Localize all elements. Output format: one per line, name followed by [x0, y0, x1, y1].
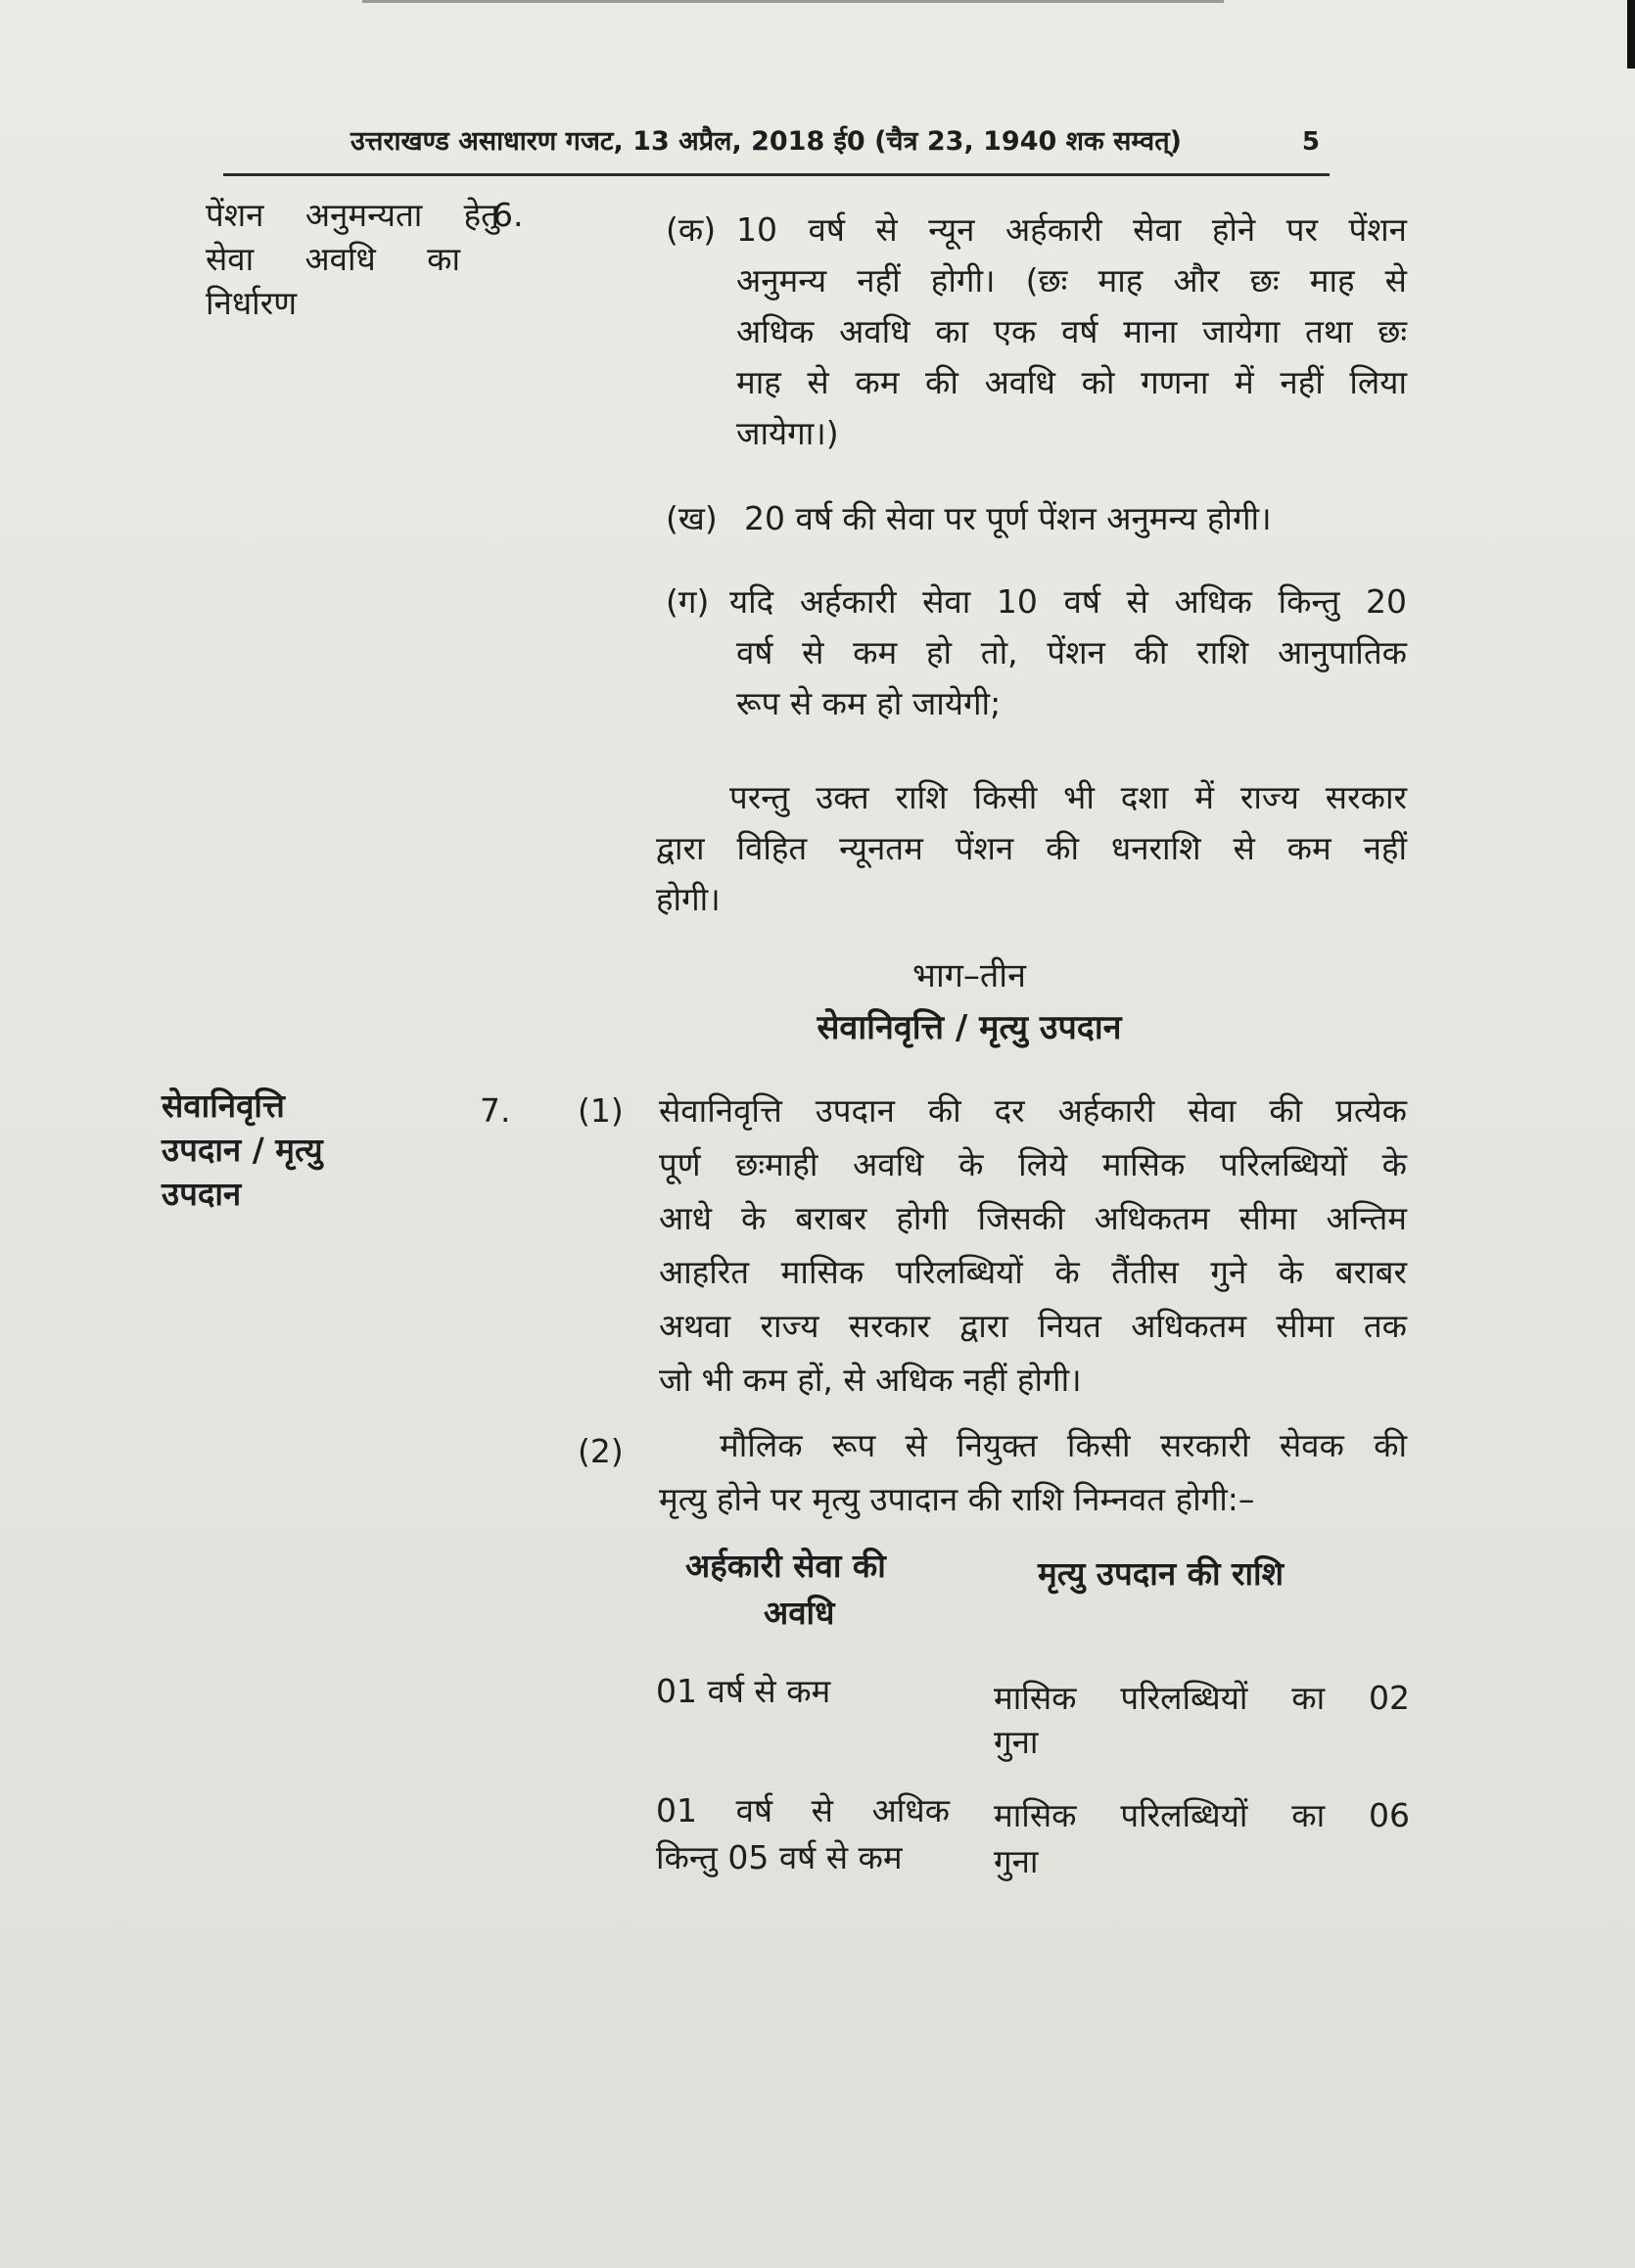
part-title: भाग–तीन [912, 956, 1026, 995]
table-header-amount: मृत्यु उपदान की राशि [1038, 1554, 1285, 1593]
clause-ka-line-3: अधिक अवधि का एक वर्ष माना जायेगा तथा छः [736, 312, 1407, 350]
sub2-line-1: मौलिक रूप से नियुक्त किसी सरकारी सेवक की [720, 1426, 1407, 1464]
section6-number: 6. [492, 196, 524, 234]
clause-kha-text: 20 वर्ष की सेवा पर पूर्ण पेंशन अनुमन्य होगी। [744, 499, 1272, 537]
scan-top-rule [362, 0, 1224, 3]
sub1-line-5: अथवा राज्य सरकार द्वारा नियत अधिकतम सीमा तक [659, 1307, 1407, 1345]
sub2-line-2: मृत्यु होने पर मृत्यु उपादान की राशि निम्नवत होगी:– [659, 1480, 1255, 1518]
header-divider [223, 173, 1330, 176]
page-number: 5 [1301, 127, 1320, 157]
clause-ka-line-1: 10 वर्ष से न्यून अर्हकारी सेवा होने पर पेंशन [736, 210, 1407, 249]
clause-ga-line-2: वर्ष से कम हो तो, पेंशन की राशि आनुपातिक [736, 633, 1407, 671]
section7-margin-line-2: उपदान / मृत्यु [162, 1131, 323, 1169]
gazette-header [223, 116, 1330, 164]
section6-margin-line-1: पेंशन अनुमन्यता हेतु [206, 196, 499, 234]
section7-margin-line-1: सेवानिवृत्ति [162, 1087, 285, 1125]
clause-ga-line-1: यदि अर्हकारी सेवा 10 वर्ष से अधिक किन्तु 20 [729, 582, 1407, 621]
sub1-line-1: सेवानिवृत्ति उपदान की दर अर्हकारी सेवा की प्रत्येक [659, 1091, 1407, 1130]
sub1-line-3: आधे के बराबर होगी जिसकी अधिकतम सीमा अन्तिम [659, 1199, 1407, 1237]
proviso-line-2: द्वारा विहित न्यूनतम पेंशन की धनराशि से कम नहीं [656, 829, 1407, 867]
sub1-label: (1) [578, 1091, 624, 1130]
table-row-1-amount-line-2: गुना [994, 1723, 1039, 1761]
sub1-line-2: पूर्ण छःमाही अवधि के लिये मासिक परिलब्धियों के [659, 1145, 1407, 1183]
table-row-2-period-line-2: किन्तु 05 वर्ष से कम [656, 1838, 903, 1876]
proviso-line-3: होगी। [656, 880, 721, 918]
table-header-period-line-1: अर्हकारी सेवा की [685, 1547, 886, 1585]
clause-ga-line-3: रूप से कम हो जायेगी; [736, 684, 1002, 722]
scan-edge-mark [1627, 0, 1635, 69]
clause-ka-line-4: माह से कम की अवधि को गणना में नहीं लिया [736, 363, 1407, 401]
sub1-line-4: आहरित मासिक परिलब्धियों के तैंतीस गुने के बराबर [659, 1253, 1407, 1291]
proviso-line-1: परन्तु उक्त राशि किसी भी दशा में राज्य सरकार [729, 778, 1407, 816]
part-subtitle: सेवानिवृत्ति / मृत्यु उपदान [817, 1008, 1122, 1047]
sub2-label: (2) [578, 1432, 624, 1470]
clause-ka-line-5: जायेगा।) [736, 414, 839, 452]
death-gratuity-table [656, 1542, 1420, 1894]
table-row-1-amount-line-1: मासिक परिलब्धियों का 02 [994, 1679, 1410, 1717]
gazette-header-title: उत्तराखण्ड असाधारण गजट, 13 अप्रैल, 2018 ई0 (चैत्र 23, 1940 शक सम्वत्) [350, 126, 1182, 157]
section6-margin-line-3: निर्धारण [206, 284, 298, 322]
table-row-2-amount-line-1: मासिक परिलब्धियों का 06 [994, 1796, 1410, 1834]
section7-number: 7. [480, 1091, 511, 1130]
clause-ka-line-2: अनुमन्य नहीं होगी। (छः माह और छः माह से [736, 261, 1407, 300]
clause-ga-label: (ग) [666, 582, 710, 621]
sub1-line-6: जो भी कम हों, से अधिक नहीं होगी। [659, 1361, 1082, 1399]
clause-kha-label: (ख) [666, 499, 718, 537]
table-row-1-period: 01 वर्ष से कम [656, 1672, 831, 1710]
table-header-period-line-2: अवधि [764, 1594, 835, 1632]
clause-ka-label: (क) [666, 210, 717, 249]
section7-margin-line-3: उपदान [162, 1175, 242, 1213]
section6-margin-line-2: सेवा अवधि का [206, 240, 460, 278]
table-row-2-period-line-1: 01 वर्ष से अधिक [656, 1791, 950, 1829]
table-row-2-amount-line-2: गुना [994, 1842, 1039, 1880]
